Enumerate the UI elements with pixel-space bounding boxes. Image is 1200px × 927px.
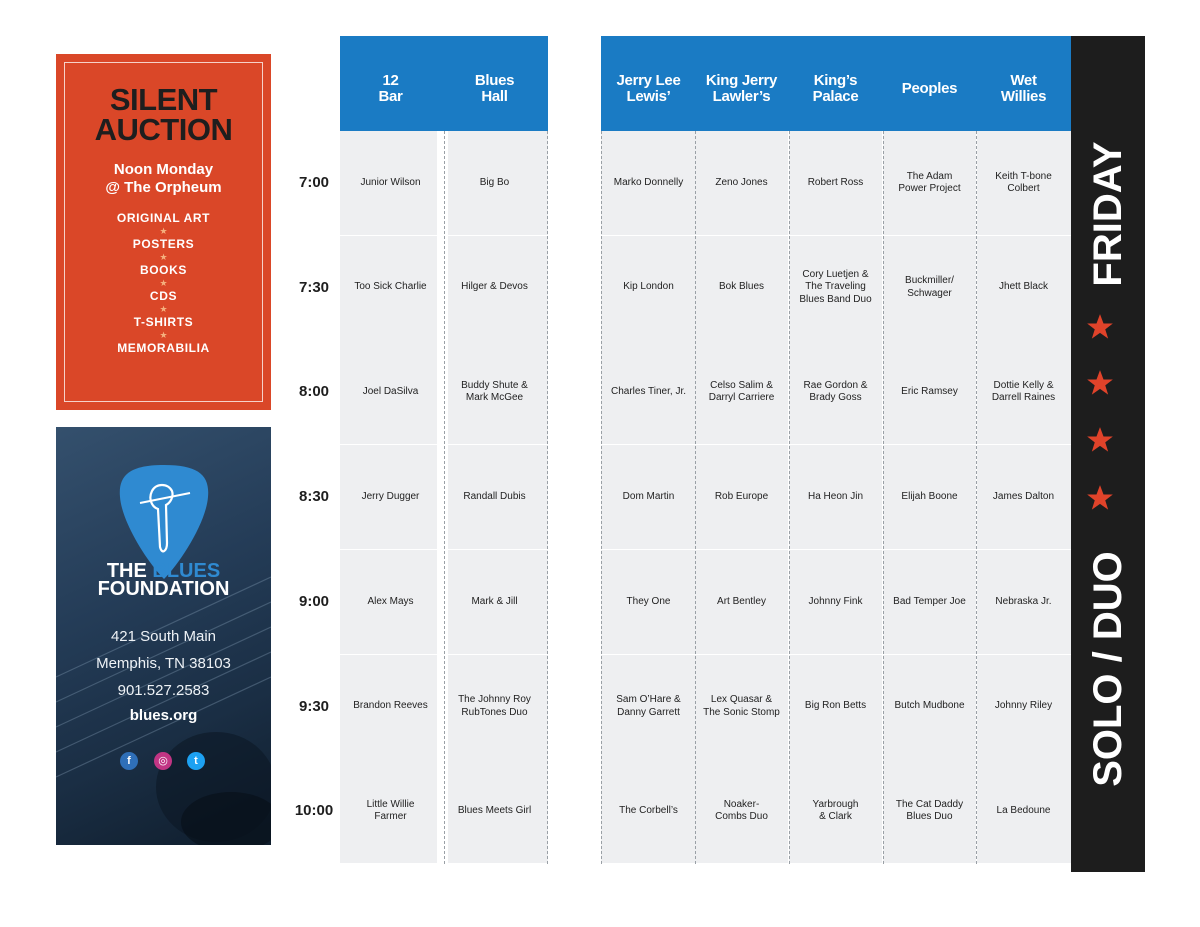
cell-edge-fill (340, 131, 344, 235)
performer-cell: Yarbrough & Clark (789, 759, 882, 863)
instagram-icon[interactable]: ◎ (154, 752, 172, 770)
cell-edge-fill (340, 655, 344, 759)
silent-auction-item-list (65, 211, 262, 355)
venue-header: King’s Palace (812, 71, 859, 105)
silent-auction-frame (64, 62, 263, 402)
performer-cell: The Corbell’s (602, 759, 695, 863)
cell-edge-fill (340, 550, 344, 654)
performer-cell: Nebraska Jr. (977, 550, 1070, 654)
silent-auction-title-line1: SILENT (109, 82, 218, 117)
silent-auction-title-line2: AUCTION (94, 112, 233, 147)
column-divider (789, 131, 790, 864)
twitter-icon[interactable]: t (187, 752, 205, 770)
auction-item: ORIGINAL ART (116, 211, 211, 225)
performer-cell: The Adam Power Project (883, 131, 976, 235)
performer-cell: Elijah Boone (883, 445, 976, 549)
venue-header: Jerry Lee Lewis’ (616, 71, 681, 105)
performer-cell: Alex Mays (344, 550, 437, 654)
column-divider (976, 131, 977, 864)
performer-cell: Jerry Dugger (344, 445, 437, 549)
star-icon (1086, 369, 1114, 397)
performer-cell: Marko Donnelly (602, 131, 695, 235)
performer-cell: Rob Europe (695, 445, 788, 549)
cell-edge-fill (340, 236, 344, 340)
star-separator-icon: ★ (159, 278, 168, 288)
auction-item: CDS (149, 289, 178, 303)
foundation-name-blues: BLUES (152, 560, 221, 582)
star-icon (1086, 313, 1114, 341)
time-slot-label: 8:00 (298, 383, 330, 401)
performer-cell: Zeno Jones (695, 131, 788, 235)
venue-header: King Jerry Lawler’s (705, 71, 778, 105)
facebook-icon[interactable]: f (120, 752, 138, 770)
performer-cell: Charles Tiner, Jr. (602, 340, 695, 444)
performer-cell: Bok Blues (695, 236, 788, 340)
star-icon (1086, 484, 1114, 512)
performer-cell: Lex Quasar & The Sonic Stomp (695, 655, 788, 759)
performer-cell: They One (602, 550, 695, 654)
performer-cell: Celso Salim & Darryl Carriere (695, 340, 788, 444)
day-label: FRIDAY (1086, 141, 1130, 287)
category-label: SOLO / DUO (1086, 551, 1130, 787)
foundation-phone: 901.527.2583 (117, 682, 210, 699)
silent-auction-when-line2: @ The Orpheum (105, 179, 222, 196)
performer-cell: Buddy Shute & Mark McGee (448, 340, 541, 444)
performer-cell: Jhett Black (977, 236, 1070, 340)
silent-auction-when-line1: Noon Monday (113, 161, 214, 178)
cell-edge-fill (340, 759, 344, 863)
time-slot-label: 9:00 (298, 592, 330, 610)
auction-item: MEMORABILIA (117, 341, 210, 355)
performer-cell: Big Bo (448, 131, 541, 235)
performer-cell: Sam O’Hare & Danny Garrett (602, 655, 695, 759)
performer-cell: The Johnny Roy RubTones Duo (448, 655, 541, 759)
performer-cell: Butch Mudbone (883, 655, 976, 759)
column-divider (547, 131, 548, 864)
performer-cell: Eric Ramsey (883, 340, 976, 444)
performer-cell: La Bedoune (977, 759, 1070, 863)
performer-cell: Randall Dubis (448, 445, 541, 549)
performer-cell: Little Willie Farmer (344, 759, 437, 863)
auction-item: T-SHIRTS (133, 315, 194, 329)
foundation-name-the: THE (106, 560, 147, 582)
foundation-website-link[interactable]: blues.org (129, 707, 198, 724)
auction-item: BOOKS (139, 263, 187, 277)
foundation-address-line1: 421 South Main (110, 628, 217, 645)
venue-header: 12 Bar (378, 71, 403, 105)
performer-cell: Buckmiller/ Schwager (883, 236, 976, 340)
time-slot-label: 7:00 (298, 174, 330, 191)
cell-edge-fill (340, 340, 344, 444)
performer-cell: Joel DaSilva (344, 340, 437, 444)
time-slot-label: 8:30 (298, 488, 330, 506)
star-separator-icon: ★ (159, 304, 168, 314)
column-divider (601, 131, 602, 864)
performer-cell: Johnny Riley (977, 655, 1070, 759)
performer-cell: Mark & Jill (448, 550, 541, 654)
column-divider (444, 131, 445, 864)
venue-header: Wet Willies (1000, 71, 1047, 105)
venue-header: Blues Hall (474, 71, 515, 105)
performer-cell: Too Sick Charlie (344, 236, 437, 340)
silent-auction-title (65, 82, 262, 147)
performer-cell: Dottie Kelly & Darrell Raines (977, 340, 1070, 444)
silent-auction-when (65, 161, 262, 197)
column-divider (883, 131, 884, 864)
performer-cell: Blues Meets Girl (448, 759, 541, 863)
foundation-name-foundation: FOUNDATION (97, 578, 230, 600)
performer-cell: Art Bentley (695, 550, 788, 654)
performer-cell: Johnny Fink (789, 550, 882, 654)
performer-cell: Kip London (602, 236, 695, 340)
performer-cell: Keith T-bone Colbert (977, 131, 1070, 235)
star-separator-icon: ★ (159, 330, 168, 340)
performer-cell: Rae Gordon & Brady Goss (789, 340, 882, 444)
performer-cell: Bad Temper Joe (883, 550, 976, 654)
performer-cell: Junior Wilson (344, 131, 437, 235)
venue-header: Peoples (901, 79, 958, 97)
performer-cell: Ha Heon Jin (789, 445, 882, 549)
performer-cell: Dom Martin (602, 445, 695, 549)
time-slot-label: 7:30 (298, 278, 330, 296)
star-separator-icon: ★ (159, 252, 168, 262)
column-divider (695, 131, 696, 864)
silent-auction-card (56, 54, 271, 410)
time-slot-label: 9:30 (298, 697, 330, 715)
performer-cell: James Dalton (977, 445, 1070, 549)
performer-cell: Hilger & Devos (448, 236, 541, 340)
blues-foundation-card (56, 427, 271, 845)
time-slot-label: 10:00 (294, 802, 334, 820)
performer-cell: Big Ron Betts (789, 655, 882, 759)
performer-cell: Cory Luetjen & The Traveling Blues Band Duo (789, 236, 882, 340)
performer-cell: Brandon Reeves (344, 655, 437, 759)
performer-cell: Noaker- Combs Duo (695, 759, 788, 863)
auction-item: POSTERS (132, 237, 195, 251)
cell-edge-fill (340, 445, 344, 549)
star-icon (1086, 426, 1114, 454)
foundation-address-line2: Memphis, TN 38103 (96, 655, 231, 672)
performer-cell: The Cat Daddy Blues Duo (883, 759, 976, 863)
performer-cell: Robert Ross (789, 131, 882, 235)
star-separator-icon: ★ (159, 226, 168, 236)
